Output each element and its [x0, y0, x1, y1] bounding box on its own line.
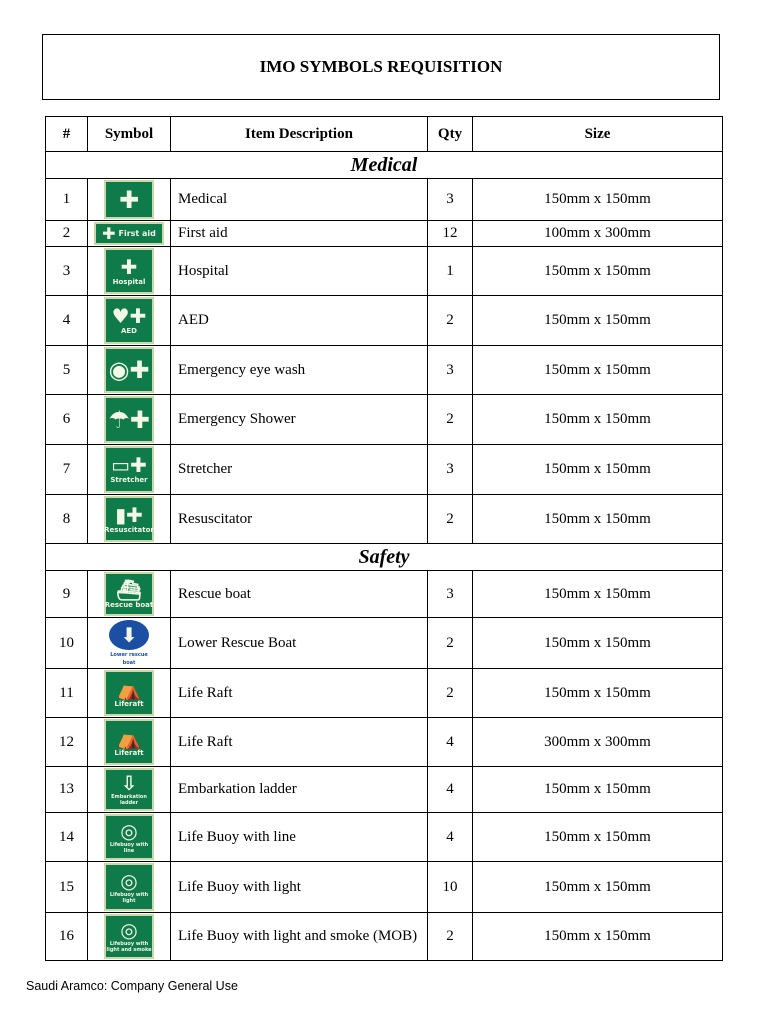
sign-glyph-icon: ⇩ [120, 771, 138, 795]
sign-glyph-icon: ♥✚ [111, 304, 147, 328]
item-number: 10 [46, 618, 88, 669]
document-title: IMO SYMBOLS REQUISITION [42, 34, 720, 100]
sign-glyph-icon: ✚ [118, 185, 140, 214]
item-qty: 3 [428, 179, 473, 221]
blue-circle-icon [109, 620, 149, 650]
resuscitator-sign-icon [104, 496, 154, 542]
sign-caption: Hospital [112, 277, 146, 286]
table-row [46, 767, 723, 813]
item-size: 100mm x 300mm [473, 221, 723, 247]
item-number: 7 [46, 445, 88, 495]
table-row [46, 179, 723, 221]
item-size: 300mm x 300mm [473, 718, 723, 767]
symbol-cell [88, 913, 171, 961]
item-qty: 2 [428, 495, 473, 544]
sign-caption: Embarkation ladder [111, 794, 147, 806]
item-number: 12 [46, 718, 88, 767]
item-qty: 3 [428, 571, 473, 618]
section-title: Medical [46, 152, 723, 179]
table-row [46, 296, 723, 346]
item-qty: 2 [428, 296, 473, 346]
table-row [46, 862, 723, 913]
symbol-cell [88, 718, 171, 767]
lowering-arrow-icon: ⬇ [120, 623, 138, 647]
item-size: 150mm x 150mm [473, 913, 723, 961]
item-qty: 4 [428, 767, 473, 813]
item-number: 13 [46, 767, 88, 813]
item-size: 150mm x 150mm [473, 618, 723, 669]
item-number: 1 [46, 179, 88, 221]
liferaft-sign-icon [104, 719, 154, 765]
table-row [46, 445, 723, 495]
item-number: 6 [46, 395, 88, 445]
item-size: 150mm x 150mm [473, 767, 723, 813]
sign-caption: Resuscitator [104, 525, 154, 534]
sign-glyph-icon: ◉✚ [108, 356, 150, 384]
symbol-cell [88, 618, 171, 669]
sign-caption: Lifebuoy with light [109, 891, 149, 904]
green-cross-icon [104, 180, 154, 219]
classification-footer: Saudi Aramco: Company General Use [26, 979, 238, 993]
hospital-sign-icon [104, 248, 154, 294]
item-number: 11 [46, 669, 88, 718]
lower-rescue-boat-sign-icon [104, 619, 154, 667]
table-row [46, 618, 723, 669]
table-row [46, 813, 723, 862]
table-row [46, 346, 723, 395]
table-row [46, 495, 723, 544]
symbol-cell [88, 346, 171, 395]
item-qty: 1 [428, 247, 473, 296]
lifebuoy-light-sign-icon [104, 863, 154, 911]
first-aid-sign-icon [94, 222, 164, 245]
symbol-cell [88, 445, 171, 495]
sign-glyph-icon: ⛴ [116, 577, 142, 602]
table-header-row [46, 117, 723, 152]
eye-wash-sign-icon [104, 347, 154, 393]
lifebuoy-line-sign-icon [104, 814, 154, 860]
aed-sign-icon [104, 297, 154, 344]
item-size: 150mm x 150mm [473, 179, 723, 221]
item-description: AED [171, 296, 428, 346]
item-description: Resuscitator [171, 495, 428, 544]
sign-caption: First aid [118, 229, 156, 238]
lifebuoy-light-smoke-sign-icon [104, 914, 154, 959]
item-qty: 2 [428, 913, 473, 961]
symbol-cell [88, 862, 171, 913]
header-item-description: Item Description [171, 117, 428, 152]
item-description: Life Buoy with line [171, 813, 428, 862]
item-number: 9 [46, 571, 88, 618]
item-description: Emergency Shower [171, 395, 428, 445]
item-number: 2 [46, 221, 88, 247]
item-qty: 10 [428, 862, 473, 913]
sign-glyph-icon: ▮✚ [115, 502, 143, 527]
section-title: Safety [46, 544, 723, 571]
item-description: Medical [171, 179, 428, 221]
symbol-cell [88, 495, 171, 544]
header-symbol: Symbol [88, 117, 171, 152]
symbol-cell [88, 221, 171, 247]
item-size: 150mm x 150mm [473, 669, 723, 718]
item-number: 8 [46, 495, 88, 544]
item-number: 14 [46, 813, 88, 862]
sign-caption: Liferaft [114, 699, 144, 708]
item-qty: 2 [428, 669, 473, 718]
item-description: Life Raft [171, 669, 428, 718]
item-description: Stretcher [171, 445, 428, 495]
sign-glyph-icon: ▭✚ [111, 453, 147, 477]
item-description: Life Raft [171, 718, 428, 767]
sign-glyph-icon: ◎ [120, 818, 138, 843]
liferaft-sign-icon [104, 670, 154, 716]
shower-sign-icon [104, 396, 154, 443]
sign-glyph-icon: ⛺ [116, 725, 142, 750]
rescue-boat-sign-icon [104, 572, 154, 616]
item-qty: 2 [428, 618, 473, 669]
symbol-cell [88, 296, 171, 346]
item-qty: 3 [428, 346, 473, 395]
symbol-cell [88, 767, 171, 813]
item-qty: 12 [428, 221, 473, 247]
item-size: 150mm x 150mm [473, 247, 723, 296]
table-row [46, 913, 723, 961]
symbol-cell [88, 247, 171, 296]
item-size: 150mm x 150mm [473, 571, 723, 618]
symbol-cell [88, 813, 171, 862]
item-size: 150mm x 150mm [473, 395, 723, 445]
sign-glyph-icon: ◎ [120, 868, 138, 893]
sign-caption: Lifebuoy with line [109, 841, 149, 854]
sign-glyph-icon: ✚ [102, 223, 116, 243]
section-row [46, 152, 723, 179]
sign-glyph-icon: ☂✚ [108, 405, 150, 434]
item-number: 3 [46, 247, 88, 296]
table-row [46, 718, 723, 767]
table-row [46, 571, 723, 618]
item-qty: 4 [428, 813, 473, 862]
symbol-cell [88, 395, 171, 445]
item-qty: 3 [428, 445, 473, 495]
item-description: Hospital [171, 247, 428, 296]
item-size: 150mm x 150mm [473, 445, 723, 495]
item-description: Embarkation ladder [171, 767, 428, 813]
item-size: 150mm x 150mm [473, 862, 723, 913]
section-row [46, 544, 723, 571]
item-description: Life Buoy with light and smoke (MOB) [171, 913, 428, 961]
item-qty: 4 [428, 718, 473, 767]
requisition-table [45, 116, 723, 961]
sign-caption: Stretcher [110, 476, 148, 484]
item-number: 4 [46, 296, 88, 346]
table-row [46, 669, 723, 718]
embarkation-ladder-sign-icon [104, 768, 154, 811]
symbol-cell [88, 669, 171, 718]
sign-caption: Lower rescue boat [110, 652, 148, 666]
sign-glyph-icon: ⛺ [116, 676, 142, 701]
table-row [46, 221, 723, 247]
sign-caption: Rescue boat [104, 600, 154, 609]
item-description: Life Buoy with light [171, 862, 428, 913]
sign-glyph-icon: ◎ [120, 918, 138, 942]
item-size: 150mm x 150mm [473, 813, 723, 862]
item-number: 16 [46, 913, 88, 961]
header-size: Size [473, 117, 723, 152]
table-row [46, 247, 723, 296]
sign-caption: AED [120, 327, 137, 335]
item-description: Emergency eye wash [171, 346, 428, 395]
item-number: 15 [46, 862, 88, 913]
symbol-cell [88, 179, 171, 221]
item-qty: 2 [428, 395, 473, 445]
item-size: 150mm x 150mm [473, 346, 723, 395]
item-size: 150mm x 150mm [473, 495, 723, 544]
sign-caption: Lifebuoy with light and smoke [106, 941, 152, 953]
stretcher-sign-icon [104, 446, 154, 493]
item-description: Lower Rescue Boat [171, 618, 428, 669]
item-description: First aid [171, 221, 428, 247]
header-qty: Qty [428, 117, 473, 152]
item-description: Rescue boat [171, 571, 428, 618]
item-size: 150mm x 150mm [473, 296, 723, 346]
header-number: # [46, 117, 88, 152]
symbol-cell [88, 571, 171, 618]
item-number: 5 [46, 346, 88, 395]
table-row [46, 395, 723, 445]
sign-caption: Liferaft [114, 748, 144, 757]
sign-glyph-icon: ✚ [120, 254, 138, 279]
